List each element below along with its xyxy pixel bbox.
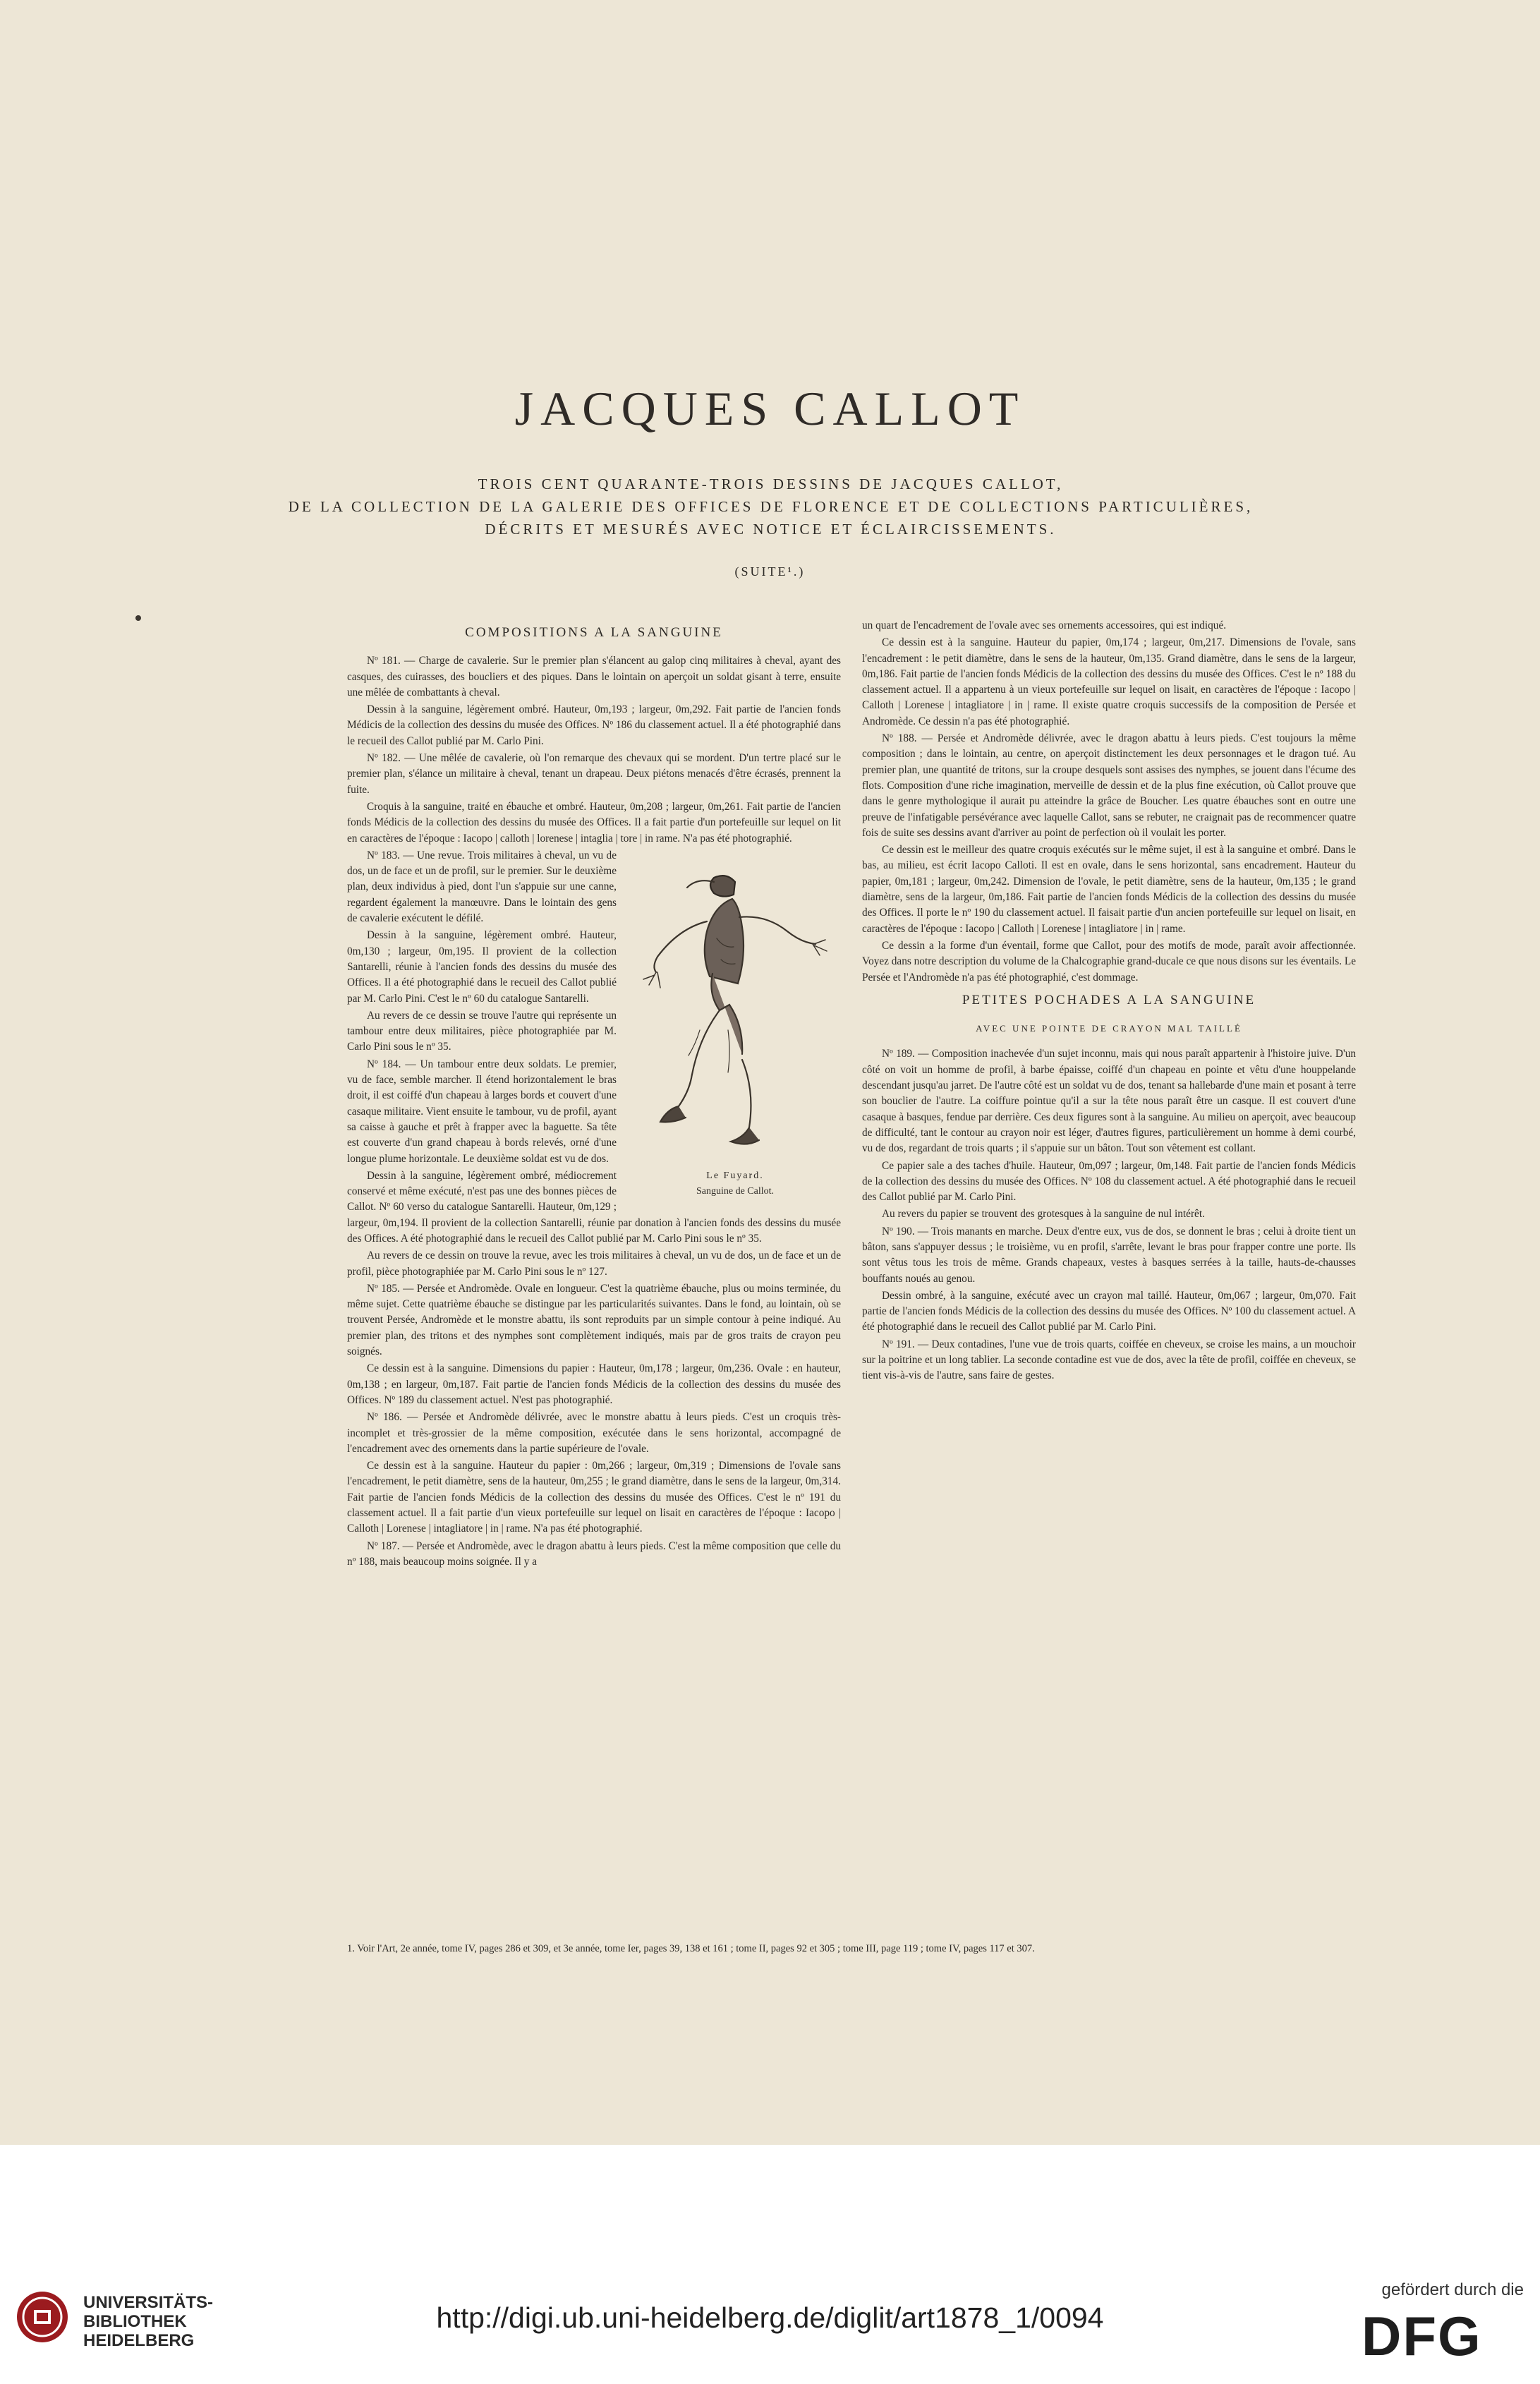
footnote: 1. Voir l'Art, 2e année, tome IV, pages 286 et 309, et 3e année, tome Ier, pages 39, 138 et 161 ; tome II, pages 92 et 305 ; tome III, page 119 ; tome IV, pages 117 et 307. bbox=[347, 1943, 1035, 1954]
paragraph: Nº 186. — Persée et Andromède délivrée, avec le monstre abattu à leurs pieds. C'est un croquis très-incomplet et très-grossier de la même composition, exécutée dans le sens horizontal, accompagné de l'encadrement avec des ornements dans la partie supérieure de l'ovale. bbox=[347, 1411, 841, 1455]
paragraph: Nº 191. — Deux contadines, l'une vue de trois quarts, coiffée en cheveux, se croise les mains, a un mouchoir sur la poitrine et un long tablier. La seconde contadine est vue de dos, avec la tête de profil, coiffée en cheveux, se tient vis-à-vis de l'autre, sans faire de gestes. bbox=[862, 1338, 1356, 1382]
subtitle-line: TROIS CENT QUARANTE-TROIS DESSINS DE JACQUES CALLOT, bbox=[478, 476, 1064, 492]
institution-line: UNIVERSITÄTS- bbox=[83, 2293, 214, 2312]
paragraph: Croquis à la sanguine, traité en ébauche et ombré. Hauteur, 0m,208 ; largeur, 0m,261. Fait partie de l'ancien fonds Médicis de la collection des dessins du musée des Offices. Il a fait partie d'un portefeuille sur lequel on lit en caractères de l'époque : Iacopo | calloth | lorenese | intaglia | tore | in rame. N'a pas été photographié. bbox=[347, 800, 841, 845]
paragraph: Ce dessin est à la sanguine. Hauteur du papier, 0m,174 ; largeur, 0m,217. Dimensions de l'ovale, sans l'encadrement : le petit diamètre, dans le sens de la hauteur, 0m,135. Grand diamètre, dans le sens de la largeur, 0m,186. Fait partie de l'ancien fonds Médicis de la collection des dessins du musée des Offices. C'est le nº 188 du classement actuel. Il a appartenu à un vieux portefeuille sur lequel on lisait, en caractères de l'époque : Iacopo | Calloth | Lorenese | intagliatore | in | rame. Il existe quatre croquis successifs de la composition de Persée et Andromède. Ce dessin n'a pas été photographié. bbox=[862, 636, 1356, 727]
left-column bbox=[347, 618, 841, 1916]
paragraph: Nº 185. — Persée et Andromède. Ovale en longueur. C'est la quatrième ébauche, plus ou moins terminée, du même sujet. Cette quatrième ébauche se distingue par les particularités suivantes. Dans le fond, au lointain, où se trouvent Persée, Andromède et le monstre abattu, ils sont reproduits par un simple contour à peine indiqué. Au premier plan, des tritons et des nymphes sont complètement indiqués, mais par de gros traits de crayon peu soignés. bbox=[347, 1282, 841, 1358]
figure-caption bbox=[629, 1168, 841, 1199]
article-title: JACQUES CALLOT bbox=[514, 382, 1026, 435]
paragraph: Au revers de ce dessin on trouve la revue, avec les trois militaires à cheval, un vu de dos, un de face et un de profil, pièce photographiée par M. Carlo Pini sous le nº 127. bbox=[347, 1250, 841, 1278]
paragraph: Ce dessin est à la sanguine. Dimensions du papier : Hauteur, 0m,178 ; largeur, 0m,236. Ovale : en hauteur, 0m,138 ; en largeur, 0m,187. Fait partie de l'ancien fonds Médicis de la collection des dessins du musée des Offices. Nº 189 du classement actuel. N'est pas photographié. bbox=[347, 1362, 841, 1406]
dfg-logo: DFG bbox=[1362, 2305, 1482, 2367]
paragraph: Nº 189. — Composition inachevée d'un sujet inconnu, mais qui nous paraît appartenir à l'histoire juive. D'un côté on voit un homme de profil, à barbe épaisse, coiffé d'un chapeau en pointe et vêtu d'une houppelande descendant jusqu'au jarret. De l'autre côté est un soldat vu de dos, tenant sa hallebarde d'une main et posant à terre son bouclier de l'autre. La coiffure pointue qu'il a sur la tête nous paraît être un casque. Il est couvert d'une casaque à basques, fendue par derrière. Ces deux figures sont à la sanguine. Au milieu on aperçoit, avec beaucoup de difficulté, tant le contour au crayon noir est léger, d'autres figures, particulièrement un homme à demi courbé, vu de dos, regardant de trois quarts ; il s'appuie sur un bâton. Tout son vêtement est collant. bbox=[862, 1048, 1356, 1155]
margin-dot bbox=[135, 615, 141, 621]
suite-label: (SUITE¹.) bbox=[734, 564, 806, 579]
funding-note: gefördert durch die bbox=[1381, 2280, 1524, 2299]
subtitle-line: DÉCRITS ET MESURÉS AVEC NOTICE ET ÉCLAIRCISSEMENTS. bbox=[485, 521, 1057, 538]
figure-title: Le Fuyard. bbox=[706, 1170, 764, 1181]
paragraph: Au revers de ce dessin se trouve l'autre qui représente un tambour entre deux militaires, pièce photographiée par M. Carlo Pini sous le nº 35. bbox=[347, 1009, 617, 1053]
paragraph: un quart de l'encadrement de l'ovale avec ses ornements accessoires, qui est indiqué. bbox=[862, 619, 1227, 631]
paragraph: Nº 183. — Une revue. Trois militaires à cheval, un vu de dos, un de face et un de profil, sur le premier. Sur le deuxième plan, deux individus à pied, dont l'un s'appuie sur une canne, regardent également la manœuvre. Dans le lointain des gens de cavalerie exécutent le défilé. bbox=[347, 849, 617, 925]
figure-fuyard bbox=[629, 854, 841, 1199]
article-subtitle bbox=[233, 473, 1309, 540]
paragraph: Nº 184. — Un tambour entre deux soldats. Le premier, vu de face, semble marcher. Il étend horizontalement le bras droit, il est coiffé d'un chapeau à larges bords et couvert d'une casaque militaire. Vient ensuite le tambour, vu de profil, ayant sa caisse à gauche et prêt à frapper avec la baguette. Sa tête est couverte d'un grand chapeau à bords relevés, orné d'une longue plume horizontale. Le deuxième soldat est vu de dos. bbox=[347, 1058, 617, 1165]
paragraph: Dessin ombré, à la sanguine, exécuté avec un crayon mal taillé. Hauteur, 0m,067 ; largeur, 0m,070. Fait partie de l'ancien fonds Médicis de la collection des dessins du musée des Offices. Nº 100 du classement actuel. A été photographié dans le recueil des Callot publié par M. Carlo Pini. bbox=[862, 1289, 1356, 1333]
paragraph: Dessin à la sanguine, légèrement ombré. Hauteur, 0m,193 ; largeur, 0m,292. Fait partie de l'ancien fonds Médicis de la collection des dessins du musée des Offices. Nº 186 du classement actuel. Il a été photographié dans le recueil des Callot publié par M. Carlo Pini. bbox=[347, 703, 841, 747]
paragraph: Nº 190. — Trois manants en marche. Deux d'entre eux, vus de dos, se donnent le bras ; celui à droite tient un bâton, sans s'appuyer dessus ; le troisième, vu en profil, s'arrête, levant le bras pour frapper contre une porte. Ils sont vêtus tous les trois de même. Grands chapeaux, vestes à basques serrées à la taille, hauts-de-chausses bouffants noués au genou. bbox=[862, 1225, 1356, 1285]
section-heading: COMPOSITIONS A LA SANGUINE bbox=[465, 625, 723, 640]
paragraph: Nº 188. — Persée et Andromède délivrée, avec le dragon abattu à leurs pieds. C'est toujours la même composition ; dans le lointain, au centre, on aperçoit distinctement les deux personnages et le dragon tué. Au premier plan, une quantité de tritons, sur la croupe desquels sont assises des nymphes, se jouent dans l'écume des flots. Composition d'une riche imagination, merveille de dessin et de la plus fine exécution, où Callot prouve que dans le genre mythologique il aurait pu atteindre la grâce de Boucher. Les quatre ébauches sont en outre une preuve de l'infatigable persévérance avec laquelle Callot, sans se rebuter, ne craignait pas de recommencer quatre fois de suite ses dessins avant d'arriver au point de perfection où il voulait les porter. bbox=[862, 732, 1356, 839]
institution-line: HEIDELBERG bbox=[83, 2331, 195, 2350]
paragraph: Nº 181. — Charge de cavalerie. Sur le premier plan s'élancent au galop cinq militaires à cheval, ayant des casques, des cuirasses, des boucliers et des piques. Dans le lointain on aperçoit un soldat gisant à terre, ensuite une mêlée de combattants à cheval. bbox=[347, 655, 841, 698]
paragraph: Dessin à la sanguine, légèrement ombré, médiocrement conservé et même exécuté, n'est pas une des bonnes pièces de Callot. Nº 60 verso du catalogue Santarelli. Hauteur, 0m,129 ; largeur, 0m,194. Il provient de la collection Santarelli, réunie par donation à l'ancien fonds des dessins du musée des Offices. A été photographié dans le recueil des Callot publié par M. Carlo Pini sous le nº 35. bbox=[347, 1169, 841, 1245]
paragraph: Nº 187. — Persée et Andromède, avec le dragon abattu à leurs pieds. C'est la même composition que celle du nº 188, mais beaucoup moins soignée. Il y a bbox=[347, 1539, 841, 1568]
paragraph: Au revers du papier se trouvent des grotesques à la sanguine de nul intérêt. bbox=[882, 1208, 1205, 1221]
paragraph: Ce papier sale a des taches d'huile. Hauteur, 0m,097 ; largeur, 0m,148. Fait partie de l'ancien fonds Médicis de la collection des dessins du musée des Offices. Nº 108 du classement actuel. A été photographié dans le recueil des Callot publié par M. Carlo Pini. bbox=[862, 1159, 1356, 1204]
paragraph: Ce dessin est le meilleur des quatre croquis exécutés sur le même sujet, il est à la sanguine et ombré. Dans le bas, au milieu, est écrit Iacopo Calloti. Il est en ovale, dans le sens horizontal, sans encadrement. Hauteur du papier, 0m,181 ; largeur, 0m,242. Dimension de l'ovale, le petit diamètre, sens de la hauteur, 0m,135 ; le grand diamètre, sens de la largeur, 0m,186. Fait partie de l'ancien fonds Médicis de la collection des dessins du musée des Offices. Il porte le nº 190 du classement actuel. Il faisait partie d'un ancien portefeuille sur lequel on lisait, en caractères de l'époque : Iacopo | Calloth | Lorenese | intagliatore | in | rame. bbox=[862, 844, 1356, 935]
fleeing-man-illustration bbox=[629, 854, 841, 1164]
paragraph: Ce dessin est à la sanguine. Hauteur du papier : 0m,266 ; largeur, 0m,319 ; Dimensions de l'ovale sans l'encadrement, le petit diamètre, sens de la hauteur, 0m,255 ; le grand diamètre, dans le sens de la largeur, 0m,314. Fait partie de l'ancien fonds Médicis de la collection des dessins du musée des Offices. C'est le nº 191 du classement actuel. Il a fait partie d'un vieux portefeuille sur lequel on lisait en caractères de l'époque : Iacopo | Calloth | Lorenese | intagliatore | in | rame. N'a pas été photographié. bbox=[347, 1460, 841, 1535]
section-subheading: AVEC UNE POINTE DE CRAYON MAL TAILLÉ bbox=[976, 1023, 1242, 1034]
viewer-footer bbox=[0, 2145, 1540, 2384]
right-column bbox=[862, 618, 1356, 1916]
permalink[interactable]: http://digi.ub.uni-heidelberg.de/diglit/art1878_1/0094 bbox=[436, 2301, 1104, 2334]
paragraph: Dessin à la sanguine, légèrement ombré. Hauteur, 0m,130 ; largeur, 0m,195. Il provient de la collection Santarelli, réunie à l'ancien fonds des dessins du musée des Offices. Il a été photographié dans le recueil des Callot publié par M. Carlo Pini. C'est le nº 60 du catalogue Santarelli. bbox=[347, 929, 617, 1005]
paragraph: Nº 182. — Une mêlée de cavalerie, où l'on remarque des chevaux qui se mordent. D'un tertre placé sur le premier plan, s'élance un militaire à cheval, tenant un drapeau. Deux piétons menacés d'être écrasés, prennent la fuite. bbox=[347, 752, 841, 796]
subtitle-line: DE LA COLLECTION DE LA GALERIE DES OFFICES DE FLORENCE ET DE COLLECTIONS PARTICULIÈRES, bbox=[288, 498, 1254, 515]
figure-subtitle: Sanguine de Callot. bbox=[696, 1185, 775, 1197]
section-heading: PETITES POCHADES A LA SANGUINE bbox=[962, 992, 1256, 1008]
institution-line: BIBLIOTHEK bbox=[83, 2312, 187, 2331]
paragraph: Ce dessin a la forme d'un éventail, forme que Callot, pour des motifs de mode, paraît avoir affectionnée. Voyez dans notre description du volume de la Chalcographie grand-ducale ce que nous disons sur les éventails. Le Persée et l'Andromède n'a pas été photographié, c'est dommage. bbox=[862, 939, 1356, 984]
